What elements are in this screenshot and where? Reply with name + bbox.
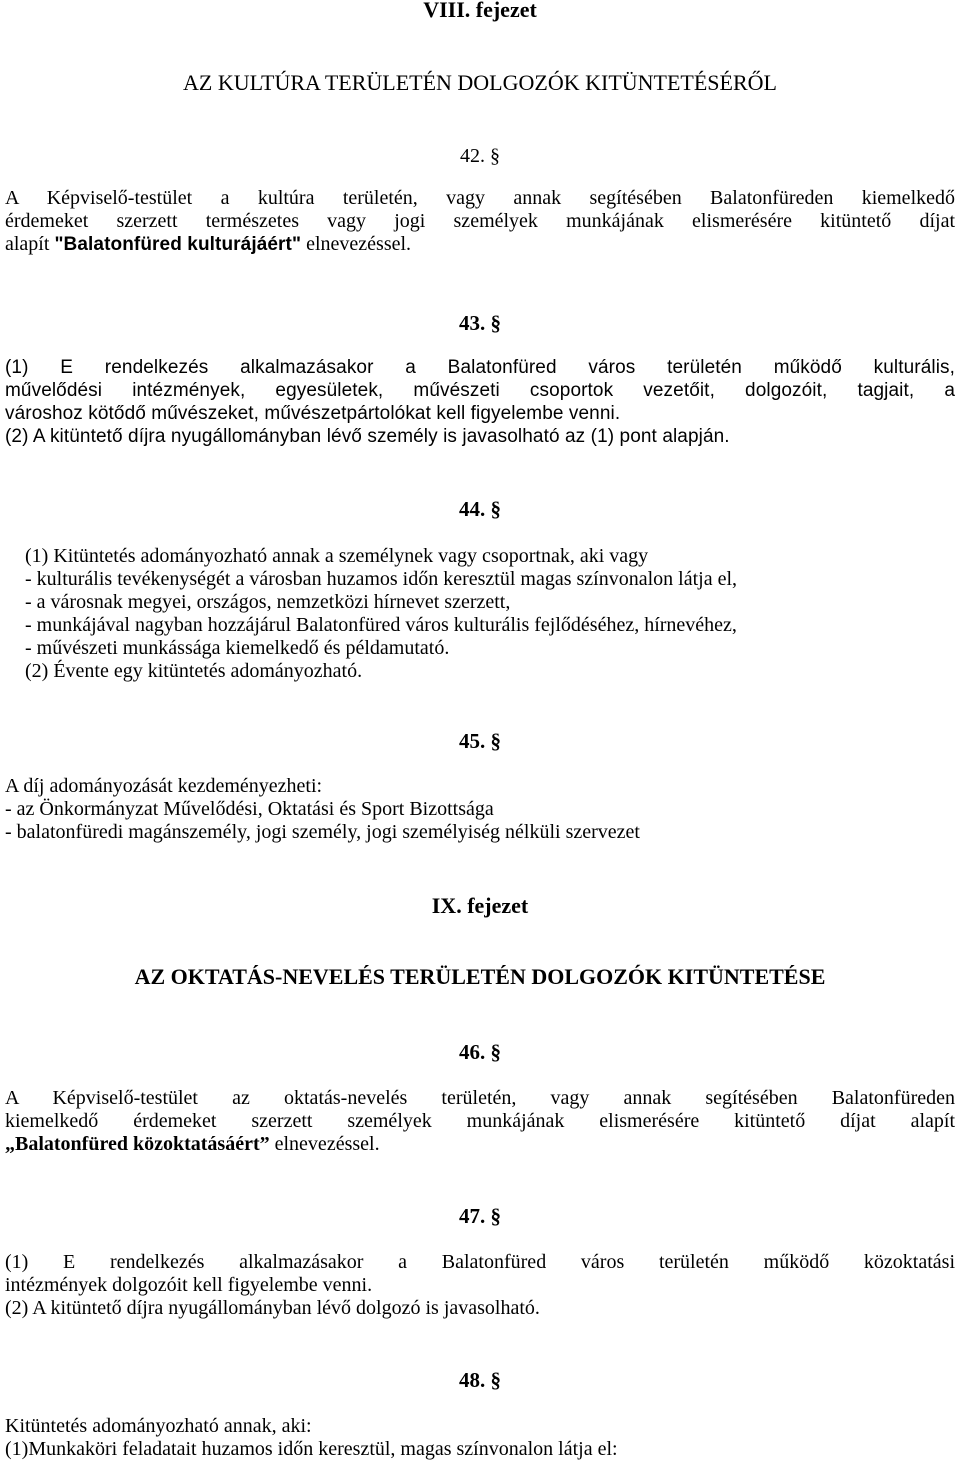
paragraph-line [5,233,411,256]
chapter-heading: VIII. fejezet [423,0,537,22]
list-item: - munkájával nagyban hozzájárul Balatonfüred város kulturális fejlődéséhez, hírnevéhez, [25,614,737,636]
list-item: - kulturális tevékenységét a városban huzamos időn keresztül magas színvonalon látja el, [25,568,738,590]
paragraph-line: (2) A kitüntető díjra nyugállományban lévő dolgozó is javasolható. [5,1297,540,1319]
award-name: "Balatonfüred kulturájáért" [54,234,302,255]
list-item: - balatonfüredi magánszemély, jogi személy, jogi személyiség nélküli szervezet [5,821,640,843]
paragraph-line [5,1133,380,1156]
paragraph-line: (1) Kitüntetés adományozható annak a személynek vagy csoportnak, aki vagy [25,545,649,567]
text: elnevezéssel. [269,1133,380,1155]
section-number: 47. § [459,1204,501,1228]
chapter-heading: IX. fejezet [431,893,529,918]
section-number: 46. § [459,1040,501,1064]
paragraph-line: kiemelkedő érdemeket szerzett személyek munkájának elismerésére kitüntető díjat alapít [5,1110,955,1132]
paragraph-line: (1) E rendelkezés alkalmazásakor a Balatonfüred város területén működő kulturális, [5,357,955,378]
paragraph-line: művelődési intézmények, egyesületek, művészeti csoportok vezetőit, dolgozóit, tagjait, a [5,380,955,401]
section-number: 45. § [459,729,501,753]
paragraph-line: városhoz kötődő művészeket, művészetpártolókat kell figyelembe venni. [5,403,621,424]
list-item: - a városnak megyei, országos, nemzetközi hírnevet szerzett, [25,591,511,613]
chapter-title: AZ OKTATÁS-NEVELÉS TERÜLETÉN DOLGOZÓK KITÜNTETÉSE [134,964,826,989]
section-number: 48. § [459,1368,501,1392]
paragraph-line: A Képviselő-testület az oktatás-nevelés területén, vagy annak segítésében Balatonfüreden [5,1087,955,1109]
paragraph-line: Kitüntetés adományozható annak, aki: [5,1415,312,1437]
award-name: „Balatonfüred közoktatásáért” [5,1133,270,1155]
paragraph-line: (2) A kitüntető díjra nyugállományban lévő személy is javasolható az (1) pont alapján. [5,426,730,447]
section-number: 44. § [459,497,501,521]
section-number: 43. § [459,311,501,335]
paragraph-line: A Képviselő-testület a kultúra területén, vagy annak segítésében Balatonfüreden kiemelkedő [5,187,955,209]
text: alapít [5,233,55,255]
paragraph-line: érdemeket szerzett természetes vagy jogi személyek munkájának elismerésére kitüntető díjat [5,210,955,232]
section-number: 42. § [460,145,500,167]
paragraph-line: A díj adományozását kezdeményezheti: [5,775,323,797]
paragraph-line: (1) E rendelkezés alkalmazásakor a Balatonfüred város területén működő közoktatási [5,1251,955,1273]
list-item: - művészeti munkássága kiemelkedő és példamutató. [25,637,450,659]
chapter-title: AZ KULTÚRA TERÜLETÉN DOLGOZÓK KITÜNTETÉSÉRŐL [183,70,777,95]
text: elnevezéssel. [301,233,412,255]
paragraph-line: (2) Évente egy kitüntetés adományozható. [25,660,363,682]
paragraph-line: (1)Munkaköri feladatait huzamos időn keresztül, magas színvonalon látja el: [5,1438,618,1460]
list-item: - az Önkormányzat Művelődési, Oktatási és Sport Bizottsága [5,798,494,820]
paragraph-line: intézmények dolgozóit kell figyelembe venni. [5,1274,373,1296]
